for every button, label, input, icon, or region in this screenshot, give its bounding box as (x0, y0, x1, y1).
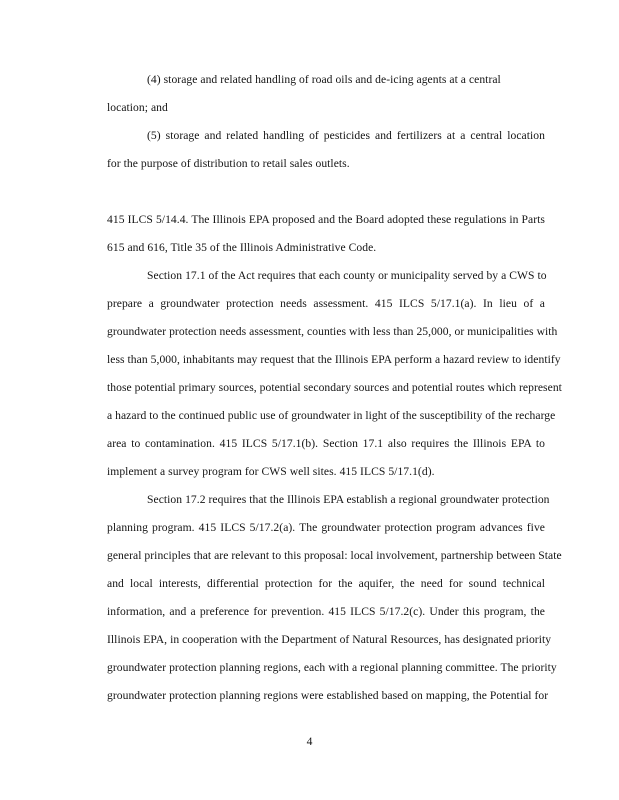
paragraph-line: Illinois EPA, in cooperation with the Department of Natural Resources, has designated priority (107, 633, 552, 646)
paragraph-line: planning program. 415 ILCS 5/17.2(a). The groundwater protection program advances five (107, 521, 545, 534)
list-item-5-line-2: for the purpose of distribution to retail sales outlets. (107, 157, 350, 170)
paragraph-line: groundwater protection needs assessment, counties with less than 25,000, or municipalities with (107, 325, 558, 338)
paragraph-line: general principles that are relevant to this proposal: local involvement, partnership between State (107, 549, 562, 562)
list-item-4-line-1: (4) storage and related handling of road oils and de-icing agents at a central (147, 73, 501, 86)
paragraph-line: Section 17.1 of the Act requires that each county or municipality served by a CWS to (147, 269, 547, 282)
paragraph-line: prepare a groundwater protection needs assessment. 415 ILCS 5/17.1(a). In lieu of a (107, 297, 545, 310)
paragraph-line: and local interests, differential protection for the aquifer, the need for sound technical (107, 577, 545, 590)
paragraph-line: implement a survey program for CWS well sites. 415 ILCS 5/17.1(d). (107, 465, 435, 478)
paragraph-line: those potential primary sources, potential secondary sources and potential routes which represent (107, 381, 562, 394)
paragraph-line: information, and a preference for prevention. 415 ILCS 5/17.2(c). Under this program, the (107, 605, 545, 618)
paragraph-line: Section 17.2 requires that the Illinois EPA establish a regional groundwater protection (147, 493, 550, 506)
paragraph-line: groundwater protection planning regions were established based on mapping, the Potential for (107, 689, 549, 702)
list-item-4-line-2: location; and (107, 101, 168, 114)
paragraph-line: a hazard to the continued public use of groundwater in light of the susceptibility of the recharge (107, 409, 556, 422)
paragraph-line: area to contamination. 415 ILCS 5/17.1(b). Section 17.1 also requires the Illinois EPA to (107, 437, 545, 450)
list-item-5-line-1: (5) storage and related handling of pesticides and fertilizers at a central location (147, 129, 545, 142)
paragraph-line: less than 5,000, inhabitants may request that the Illinois EPA perform a hazard review to identify (107, 353, 561, 366)
paragraph-line: 415 ILCS 5/14.4. The Illinois EPA proposed and the Board adopted these regulations in Parts (107, 213, 545, 226)
page-number: 4 (306, 735, 313, 748)
paragraph-line: 615 and 616, Title 35 of the Illinois Administrative Code. (107, 241, 377, 254)
paragraph-line: groundwater protection planning regions, each with a regional planning committee. The priority (107, 661, 557, 674)
